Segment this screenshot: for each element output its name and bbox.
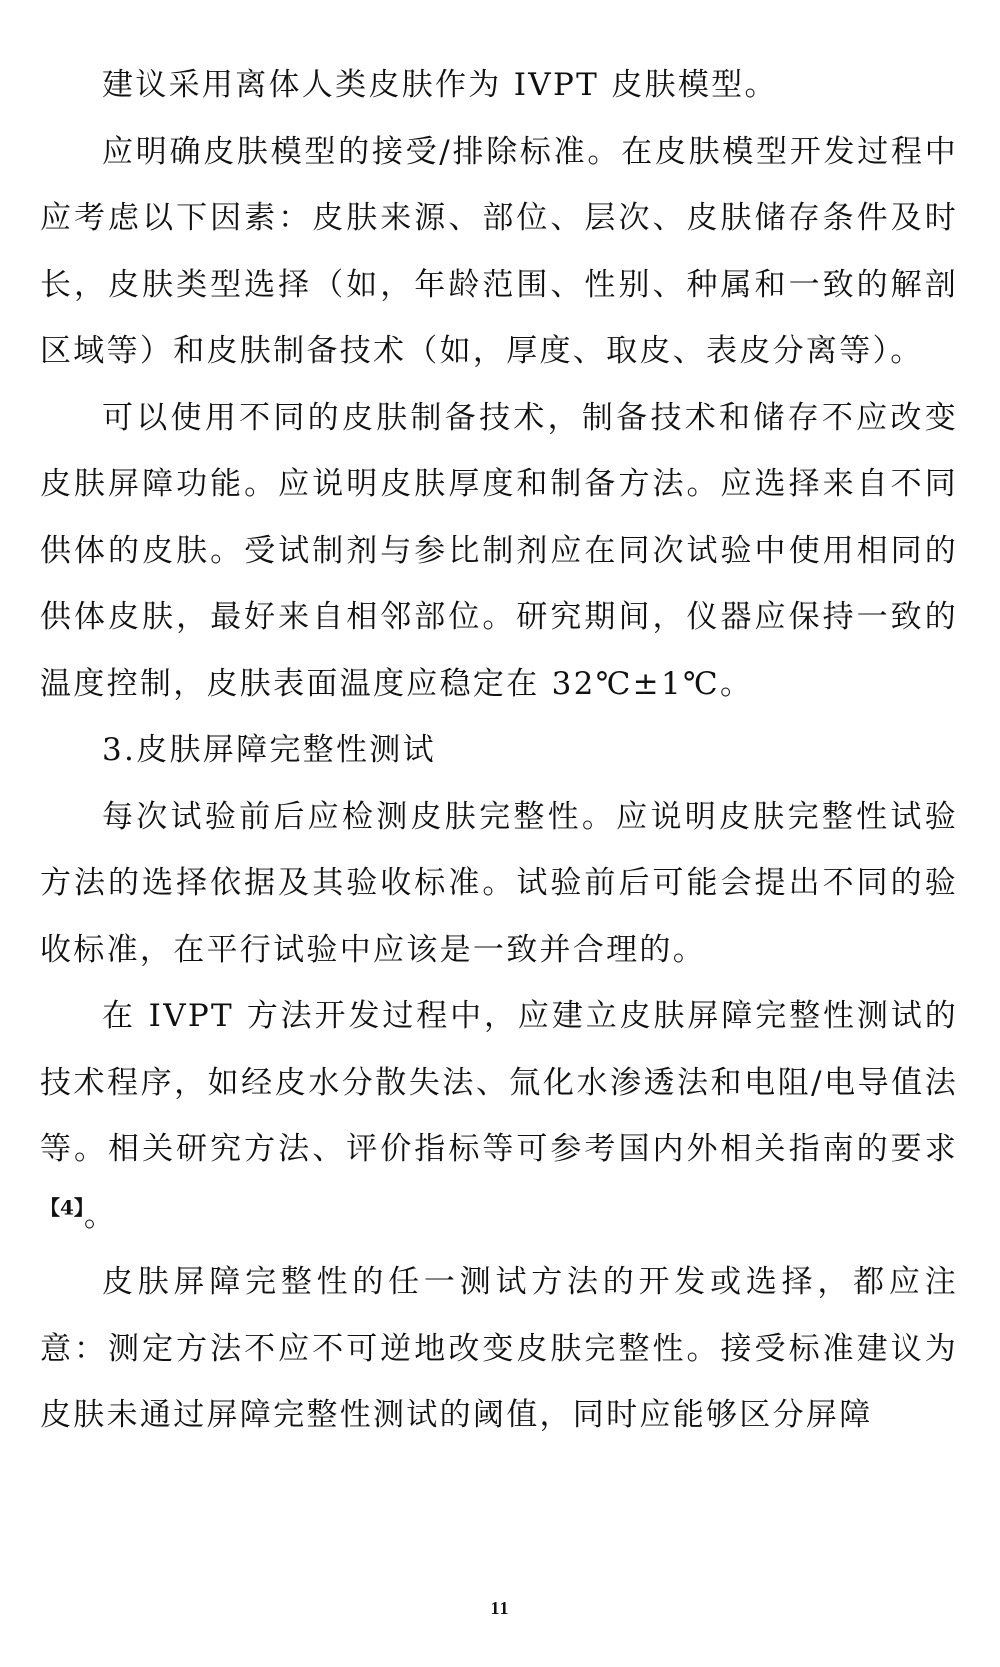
paragraph-acceptance-criteria: 应明确皮肤模型的接受/排除标准。在皮肤模型开发过程中应考虑以下因素：皮肤来源、部位、层次、皮肤储存条件及时长，皮肤类型选择（如，年龄范围、性别、种属和一致的解剖区域等）和皮肤制备技术（如，厚度、取皮、表皮分离等）。 [40, 133, 958, 369]
section-heading: 3.皮肤屏障完整性测试 [102, 732, 436, 768]
paragraph-preparation-technique: 可以使用不同的皮肤制备技术，制备技术和储存不应改变皮肤屏障功能。应说明皮肤厚度和制备方法。应选择来自不同供体的皮肤。受试制剂与参比制剂应在同次试验中使用相同的供体皮肤，最好来自相邻部位。研究期间，仪器应保持一致的温度控制，皮肤表面温度应稳定在 32℃±1℃。 [40, 399, 958, 702]
paragraph-integrity-methods [40, 983, 958, 1249]
page-number: 11 [490, 1598, 510, 1618]
paragraph-integrity-methods-text: 在 IVPT 方法开发过程中，应建立皮肤屏障完整性测试的技术程序，如经皮水分散失法、氚化水渗透法和电阻/电导值法等。相关研究方法、评价指标等可参考国内外相关指南的要求 [40, 998, 958, 1167]
paragraph-skin-model: 建议采用离体人类皮肤作为 IVPT 皮肤模型。 [102, 67, 778, 103]
paragraph-test-method-selection: 皮肤屏障完整性的任一测试方法的开发或选择，都应注意：测定方法不应不可逆地改变皮肤完整性。接受标准建议为皮肤未通过屏障完整性测试的阈值，同时应能够区分屏障 [40, 1264, 958, 1433]
citation-reference: 【4】 [40, 1195, 84, 1220]
paragraph-integrity-methods-end: 。 [83, 1197, 118, 1234]
document-body [40, 52, 958, 1449]
paragraph-integrity-check: 每次试验前后应检测皮肤完整性。应说明皮肤完整性试验方法的选择依据及其验收标准。试验前后可能会提出不同的验收标准，在平行试验中应该是一致并合理的。 [40, 798, 958, 968]
